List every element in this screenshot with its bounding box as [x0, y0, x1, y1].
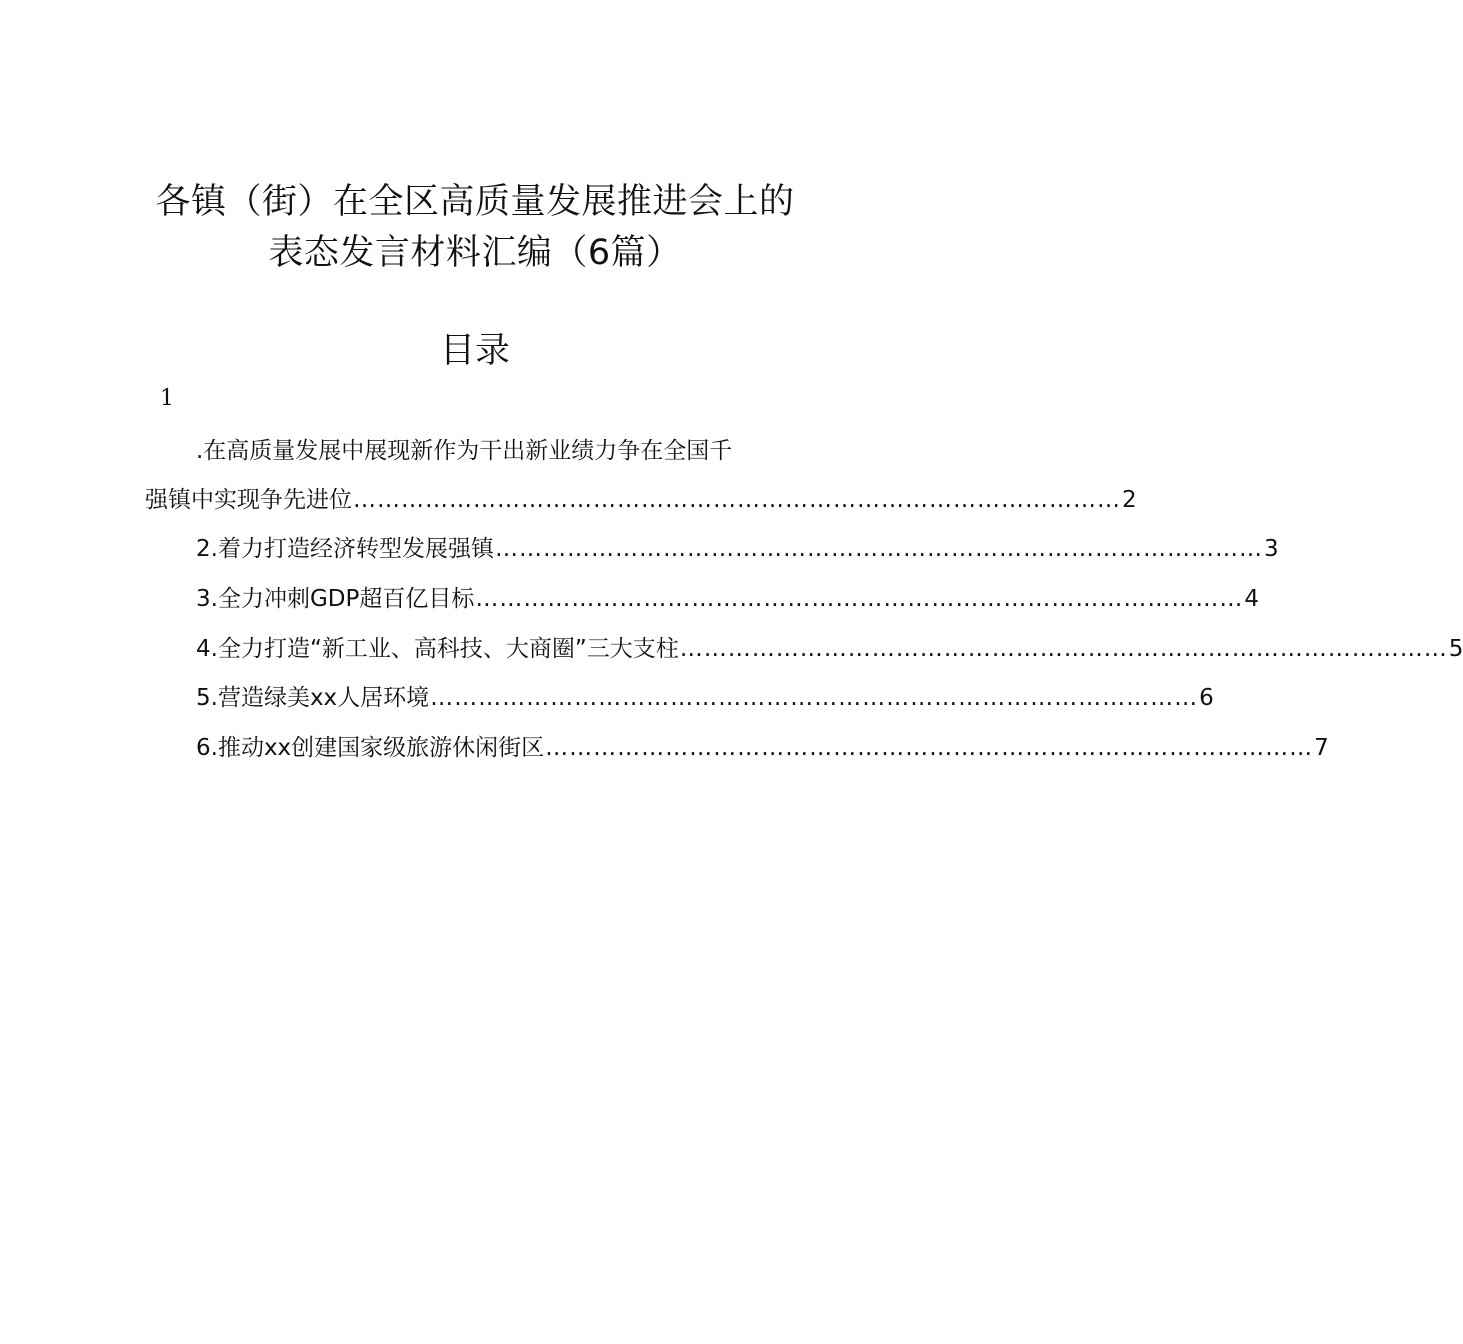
toc-item-4 [196, 632, 1463, 666]
toc-item-5 [196, 681, 1214, 715]
dot-leader: …………………………………………………………………………………… [679, 636, 1448, 662]
dot-leader: …………………………………………………………………………………… [353, 487, 1121, 513]
toc-item-label: 强镇中实现争先进位 [145, 487, 352, 513]
dot-leader: …………………………………………………………………………………… [430, 685, 1199, 711]
toc-page-number: 2 [1122, 487, 1137, 513]
toc-item-label: 3.全力冲刺GDP超百亿目标 [196, 586, 475, 612]
document-title-line-1: 各镇（街）在全区高质量发展推进会上的 [155, 182, 795, 222]
list-number: 1 [160, 386, 174, 411]
toc-item-label: 6.推动xx创建国家级旅游休闲街区 [196, 735, 545, 761]
dot-leader: …………………………………………………………………………………… [475, 586, 1244, 612]
toc-item-label: 5.营造绿美xx人居环境 [196, 685, 430, 711]
toc-page-number: 6 [1199, 685, 1214, 711]
toc-page-number: 7 [1314, 735, 1329, 761]
toc-item-6 [196, 731, 1329, 765]
document-title-line-2: 表态发言材料汇编（6篇） [268, 233, 682, 273]
toc-page-number: 5 [1448, 636, 1463, 662]
toc-item-2 [196, 532, 1279, 566]
toc-item-3 [196, 582, 1259, 616]
toc-item-label: 4.全力打造“新工业、高科技、大商圈”三大支柱 [196, 636, 679, 662]
toc-page-number: 4 [1244, 586, 1259, 612]
toc-heading: 目录 [439, 331, 510, 371]
dot-leader: …………………………………………………………………………………… [545, 735, 1314, 761]
toc-item-label: 2.着力打造经济转型发展强镇 [196, 536, 494, 562]
toc-page-number: 3 [1263, 536, 1279, 562]
toc-item-1-line-1: .在高质量发展中展现新作为干出新业绩力争在全国千 [196, 438, 733, 464]
toc-item-1 [145, 483, 1137, 517]
dot-leader: …………………………………………………………………………………… [494, 536, 1263, 562]
